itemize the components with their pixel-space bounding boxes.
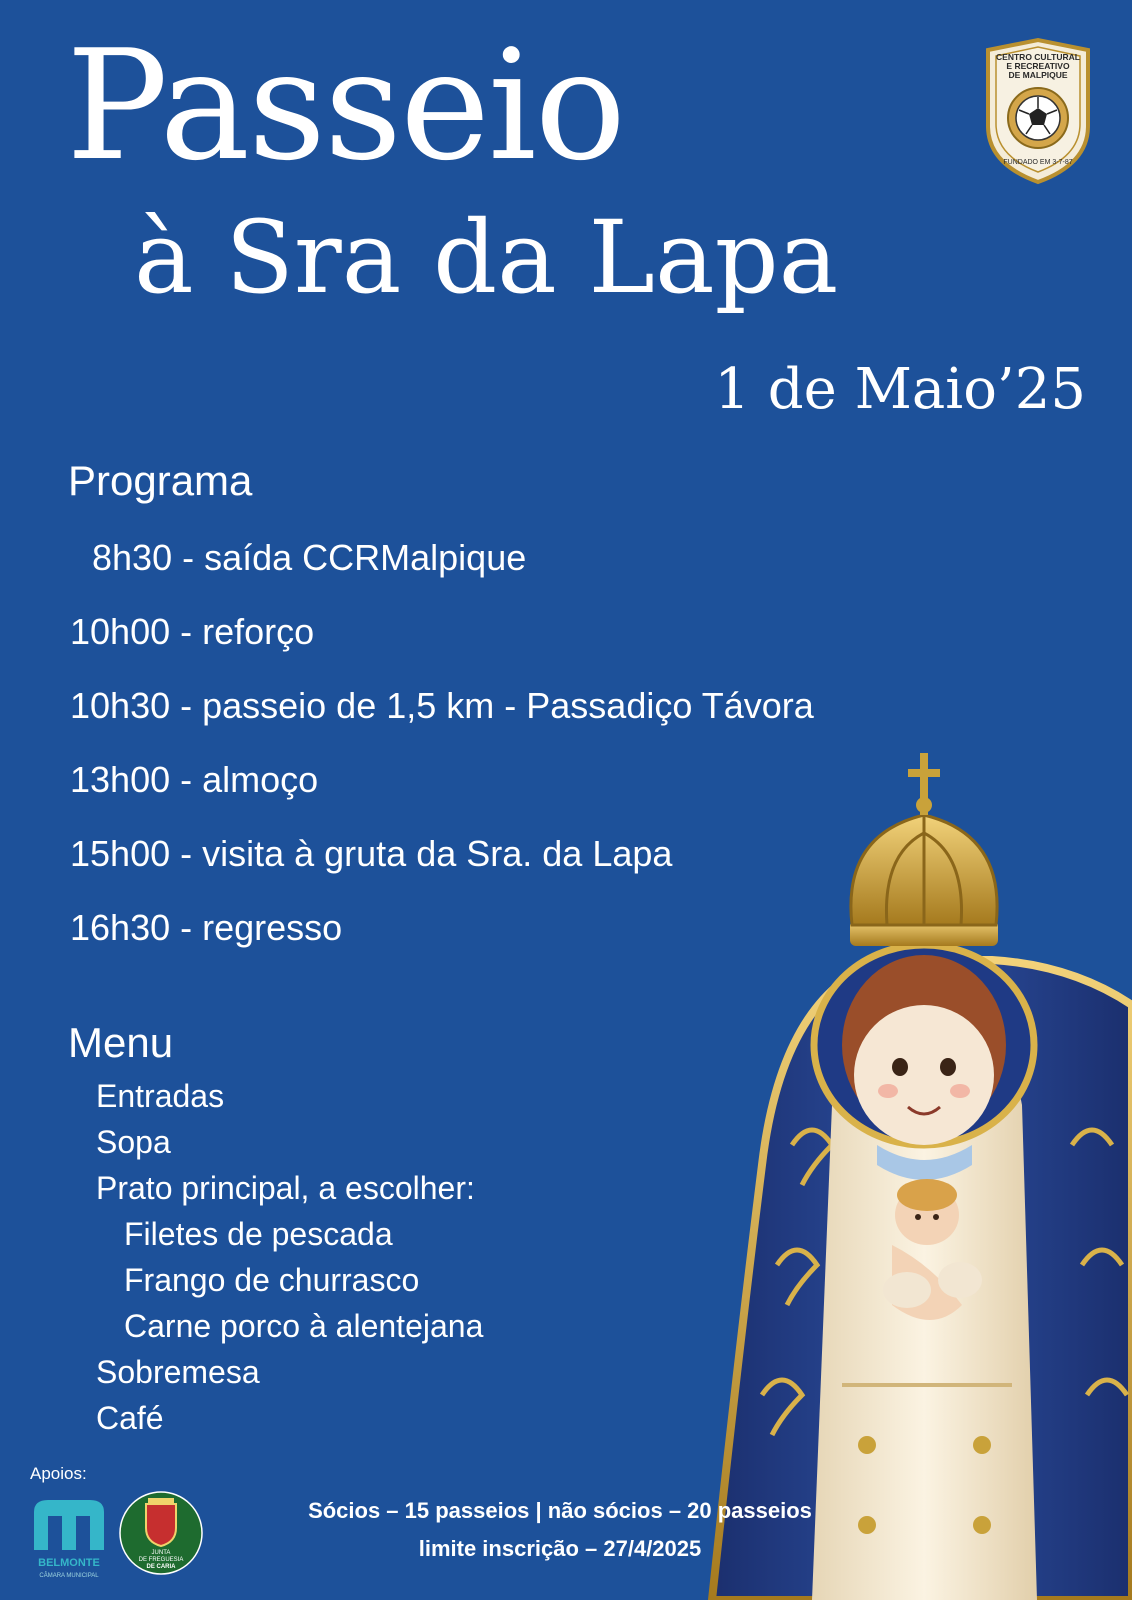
menu-item: Sobremesa bbox=[96, 1354, 260, 1390]
club-logo-line-2: E RECREATIVO bbox=[1006, 61, 1070, 71]
menu-item: Prato principal, a escolher: bbox=[96, 1170, 475, 1206]
programa-item: 10h30 - passeio de 1,5 km - Passadiço Távora bbox=[70, 685, 814, 726]
footer-deadline: limite inscrição – 27/4/2025 bbox=[418, 1536, 702, 1561]
coat-of-arms-icon bbox=[146, 1504, 176, 1546]
belmonte-logo bbox=[28, 1492, 110, 1584]
menu-heading: Menu bbox=[68, 1019, 174, 1066]
belmonte-logo-name: BELMONTE bbox=[38, 1557, 100, 1569]
belmonte-logo-sub: CÂMARA MUNICIPAL bbox=[39, 1573, 99, 1579]
club-logo-line-3: DE MALPIQUE bbox=[1008, 70, 1068, 80]
footer-prices: Sócios – 15 passeios | não sócios – 20 passeios bbox=[308, 1498, 812, 1523]
programa-item: 8h30 - saída CCRMalpique bbox=[92, 537, 527, 578]
programa-item: 16h30 - regresso bbox=[70, 907, 343, 948]
programa-item: 13h00 - almoço bbox=[70, 759, 319, 800]
junta-logo-line-3: DE CARIA bbox=[146, 1564, 176, 1570]
junta-logo-line-2: DE FREGUESIA bbox=[138, 1557, 184, 1563]
junta-freguesia-caria-logo bbox=[118, 1490, 204, 1576]
event-date: 1 de Maio’25 bbox=[714, 357, 1086, 422]
virgin-statue-image bbox=[692, 745, 1132, 1600]
menu-subitem: Filetes de pescada bbox=[124, 1216, 393, 1252]
menu-item: Café bbox=[96, 1400, 164, 1436]
programa-item: 15h00 - visita à gruta da Sra. da Lapa bbox=[70, 833, 673, 874]
programa-item: 10h00 - reforço bbox=[70, 611, 315, 652]
title-line-2: à Sra da Lapa bbox=[134, 199, 839, 316]
apoios-label: Apoios: bbox=[30, 1464, 87, 1483]
club-logo-line-1: CENTRO CULTURAL bbox=[996, 52, 1080, 62]
club-logo-bottom: FUNDADO EM 3-7-87 bbox=[1003, 159, 1073, 166]
menu-item: Sopa bbox=[96, 1124, 171, 1160]
club-logo bbox=[978, 36, 1098, 186]
menu-item: Entradas bbox=[96, 1078, 225, 1114]
junta-logo-line-1: JUNTA bbox=[151, 1550, 171, 1556]
title-line-1: Passeio bbox=[66, 17, 625, 194]
menu-subitem: Carne porco à alentejana bbox=[124, 1308, 484, 1344]
menu-subitem: Frango de churrasco bbox=[124, 1262, 420, 1298]
programa-heading: Programa bbox=[68, 457, 253, 504]
